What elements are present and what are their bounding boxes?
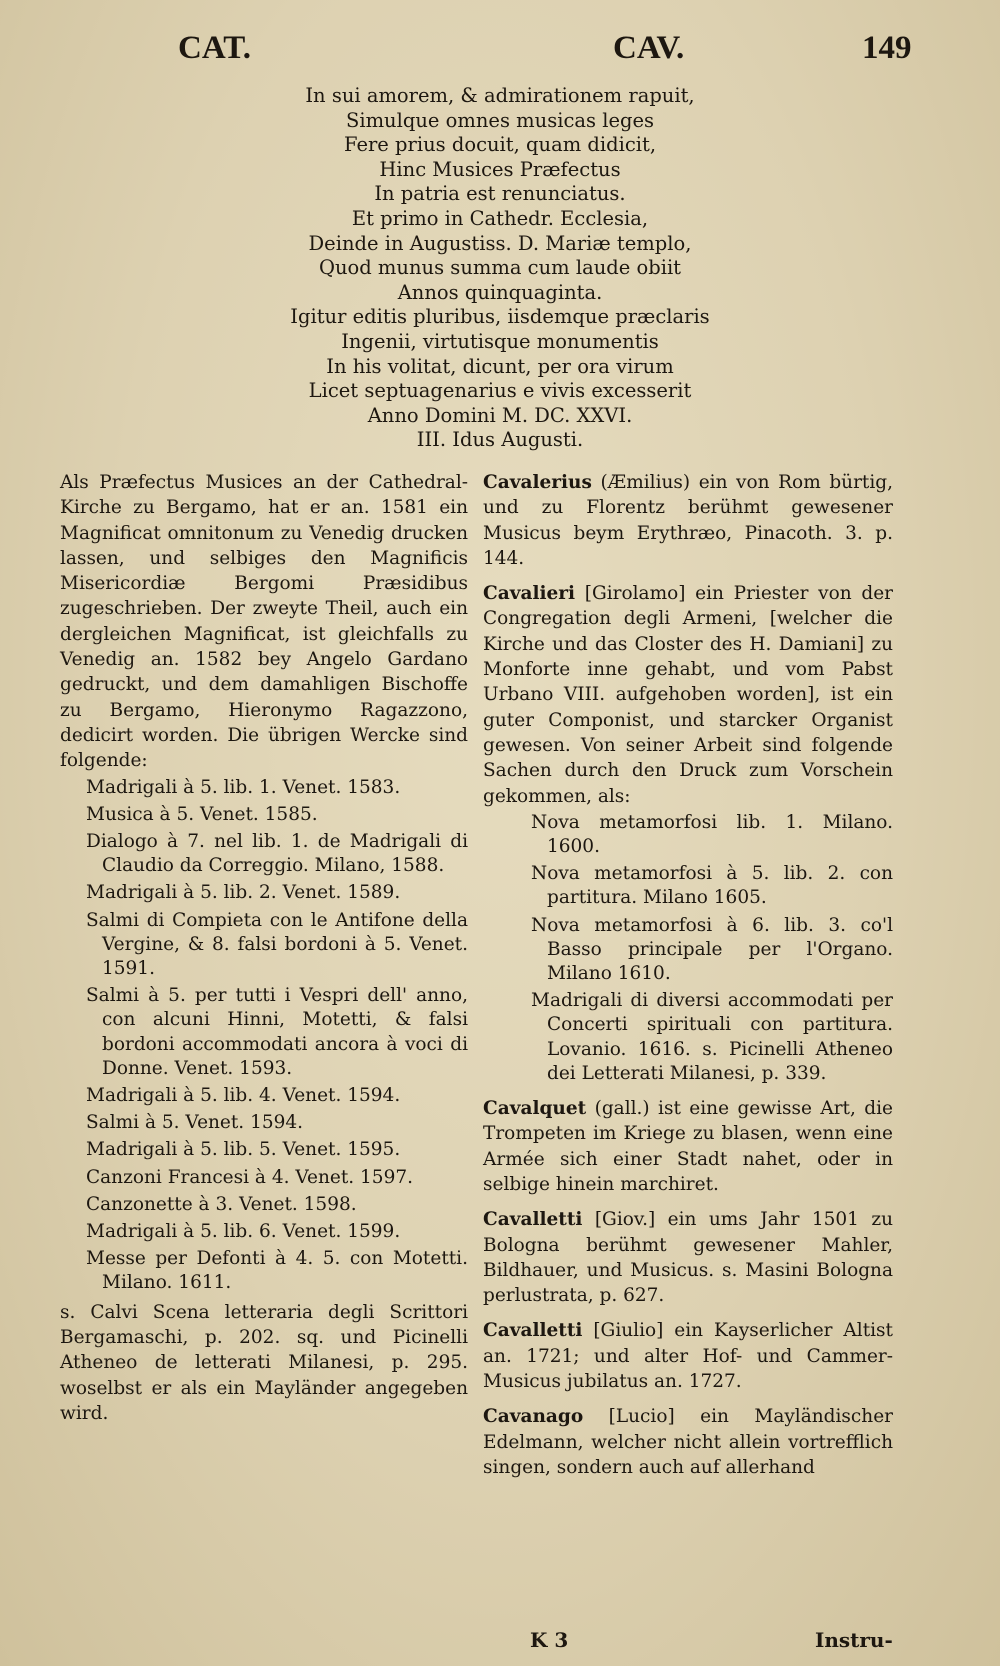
epitaph-line: Igitur editis pluribus, iisdemque præclaris [290,305,710,329]
work-item: Madrigali à 5. lib. 5. Venet. 1595. [86,1139,401,1161]
catchword: Instru- [815,1628,893,1652]
header-center-guide-word: CAV. [613,30,685,66]
entry-text: (gall.) ist eine gewisse Art, die Trompeten im Kriege zu blasen, wenn eine Armée sich einer Stadt nahet, oder in selbige hinein marchiret. [483,1098,893,1195]
works-list [483,811,893,1086]
work-item: Madrigali à 5. lib. 6. Venet. 1599. [86,1221,401,1243]
epitaph-line: Quod munus summa cum laude obiit [318,256,682,280]
entry-headword: Cavalletti [483,1209,583,1231]
page-footer [0,1628,1000,1658]
entry-text: [Giulio] ein Kayserlicher Altist an. 1721; und alter Hof- und Cammer-Musicus jubilatus an. 1727. [483,1320,893,1393]
epitaph-line: Ingenii, virtutisque monumentis [341,329,659,353]
entry-headword: Cavalerius [483,472,592,493]
epitaph-line: III. Idus Augusti. [416,428,584,452]
dictionary-entry [483,1207,893,1308]
signature-mark: K 3 [530,1628,569,1652]
entry-headword: Cavanago [483,1406,584,1428]
epitaph-line: Annos quinquaginta. [397,280,603,304]
entry-text: [Girolamo] ein Priester von der Congregation degli Armeni, [welcher die Kirche und das Closter des H. Damiani] zu Monforte inne gehabt, und vom Pabst Urbano VIII. aufgehoben worden], ist ein guter Componist, und starcker Organist gewesen. Von seiner Arbeit sind folgende Sachen durch den Druck zum Vorschein gekommen, als: [483,583,893,807]
epitaph-line: Anno Domini M. DC. XXVI. [367,403,633,427]
work-item: Madrigali di diversi accommodati per Concerti spirituali con partitura. Lovanio. 1616. s. Picinelli Atheneo dei Letterati Milanesi, p. 339. [531,990,893,1084]
entry-headword: Cavalletti [483,1320,583,1342]
work-item: Nova metamorfosi à 6. lib. 3. co'l Basso principale per l'Organo. Milano 1610. [531,914,893,985]
entry-continuation [60,470,468,1426]
epitaph-line: Fere prius docuit, quam didicit, [343,133,657,157]
work-item: Canzonette à 3. Venet. 1598. [86,1193,357,1215]
work-item: Madrigali à 5. lib. 4. Venet. 1594. [86,1085,401,1106]
dictionary-entry [483,1318,893,1394]
epitaph-line: In sui amorem, & admirationem rapuit, [305,84,695,107]
entry-headword: Cavalieri [483,583,576,605]
work-item: Messe per Defonti à 4. 5. con Motetti. Milano. 1611. [86,1248,468,1294]
entry-text: [Giov.] ein ums Jahr 1501 zu Bologna berühmt gewesener Mahler, Bildhauer, und Musicus. s. Masini Bologna perlustrata, p. 627. [483,1209,893,1307]
epitaph-line: Hinc Musices Præfectus [379,157,621,181]
dictionary-entry [483,581,893,1086]
entry-headword: Cavalquet [483,1098,587,1120]
epitaph-line: In patria est renunciatus. [374,182,626,206]
entry-reference: s. Calvi Scena letteraria degli Scrittori Bergamaschi, p. 202. sq. und Picinelli Atheneo de letterati Milanesi, p. 295. woselbst er als ein Mayländer angegeben wird. [60,1301,468,1424]
epitaph-line: Et primo in Cathedr. Ecclesia, [351,206,649,230]
right-column [483,470,893,1490]
work-item: Madrigali à 5. lib. 2. Venet. 1589. [86,882,401,904]
work-item: Salmi à 5. Venet. 1594. [86,1112,304,1134]
running-header [0,30,1000,74]
page-number: 149 [862,30,912,66]
epitaph-inscription [220,84,780,453]
works-list [60,776,468,1296]
work-item: Nova metamorfosi lib. 1. Milano. 1600. [531,811,893,858]
work-item: Nova metamorfosi à 5. lib. 2. con partitura. Milano 1605. [531,863,893,909]
epitaph-line: Simulque omnes musicas leges [345,108,655,132]
work-item: Canzoni Francesi à 4. Venet. 1597. [86,1166,413,1188]
header-left-guide-word: CAT. [178,30,252,66]
work-item: Musica à 5. Venet. 1585. [86,803,318,825]
left-column [60,470,468,1436]
dictionary-entry [483,470,893,571]
epitaph-line: Deinde in Augustiss. D. Mariæ templo, [308,231,692,255]
epitaph-line: In his volitat, dicunt, per ora virum [326,354,674,378]
entry-text: (Æmilius) ein von Rom bürtig, und zu Florentz berühmt gewesener Musicus beym Erythræo, Pinacoth. 3. p. 144. [483,472,893,569]
work-item: Madrigali à 5. lib. 1. Venet. 1583. [86,776,401,798]
dictionary-entry [483,1096,893,1197]
work-item: Salmi à 5. per tutti i Vespri dell' anno, con alcuni Hinni, Motetti, & falsi bordoni accommodati ancora à voci di Donne. Venet. 1593. [86,985,468,1079]
work-item: Dialogo à 7. nel lib. 1. de Madrigali di Claudio da Correggio. Milano, 1588. [86,830,468,877]
work-item: Salmi di Compieta con le Antifone della Vergine, & 8. falsi bordoni à 5. Venet. 1591. [86,909,468,979]
dictionary-entry [483,1404,893,1480]
entry-intro-text: Als Præfectus Musices an der Cathedral-Kirche zu Bergamo, hat er an. 1581 ein Magnificat omnitonum zu Venedig drucken lassen, und selbiges den Magnificis Misericordiæ Bergomi Præsidibus zugeschrieben. Der zweyte Theil, auch ein dergleichen Magnificat, ist gleichfalls zu Venedig an. 1582 bey Angelo Gardano gedruckt, und dem damahligen Bischoffe zu Bergamo, Hieronymo Ragazzono, dedicirt worden. Die übrigen Wercke sind folgende: [60,472,468,772]
entry-text: [Lucio] ein Mayländischer Edelmann, welcher nicht allein vortrefflich singen, sondern auch auf allerhand [483,1406,893,1478]
epitaph-line: Licet septuagenarius e vivis excesserit [308,379,692,403]
